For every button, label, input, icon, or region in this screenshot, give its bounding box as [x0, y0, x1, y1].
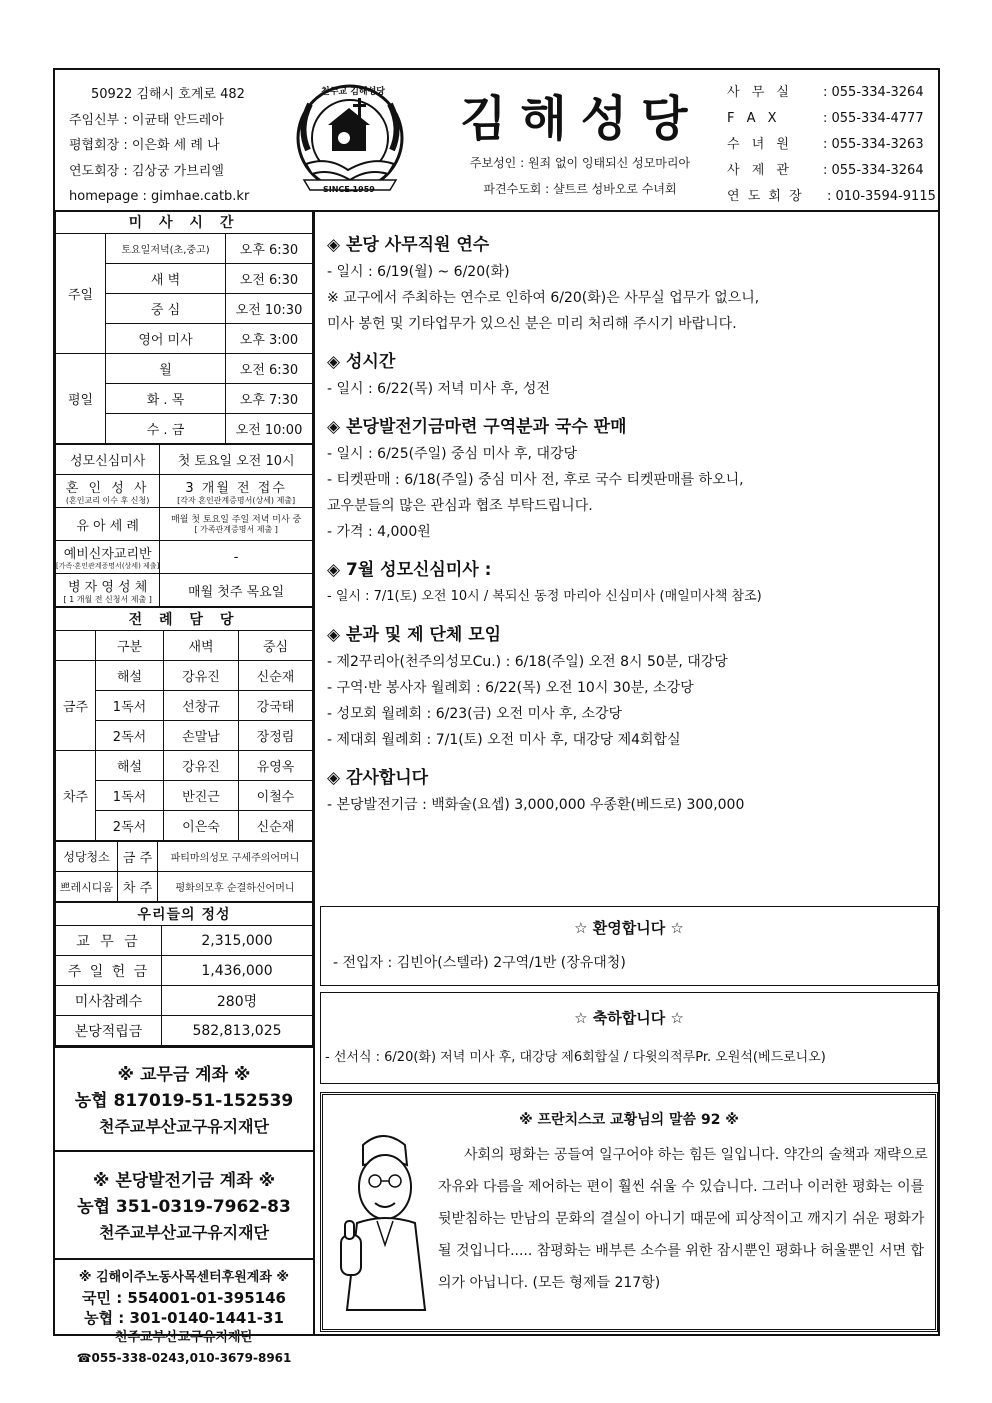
cleaning-week: 차 주 — [118, 872, 158, 902]
mass-name: 화 . 목 — [106, 384, 226, 414]
notice-line: 교우분들의 많은 관심과 협조 부탁드립니다. — [327, 498, 593, 514]
bulletin-frame — [53, 68, 940, 1365]
person: 강유진 — [164, 661, 239, 691]
person: 반진근 — [164, 781, 239, 811]
mass-schedule-table — [55, 210, 313, 444]
sacrament-note: [가족·혼인관계증명서(상세) 제출] — [56, 562, 160, 570]
sacrament-value — [160, 508, 313, 541]
pastor: 주임신부 : 이균태 안드레아 — [69, 112, 224, 128]
offering-value: 1,436,000 — [162, 956, 313, 986]
contact-label: 수 녀 원 — [727, 137, 793, 152]
parish-info — [69, 82, 249, 210]
offering-label: 본당적립금 — [56, 1016, 162, 1046]
mass-time: 오전 6:30 — [226, 354, 313, 384]
sacrament-value-text: 매월 첫 토요일 주일 저녁 미사 중 — [171, 514, 302, 525]
account-number: 농협 817019-51-152539 — [74, 1091, 294, 1111]
notice-line: - 성모회 월례회 : 6/23(금) 오전 미사 후, 소강당 — [327, 706, 623, 722]
address: 50922 김해시 호계로 482 — [91, 87, 245, 102]
account-number: 농협 351-0319-7962-83 — [77, 1197, 291, 1217]
account-owner: 천주교부산교구유지재단 — [98, 1117, 270, 1136]
weekday-label: 평일 — [56, 354, 106, 444]
sacrament-name-text: 예비신자교리반 — [63, 547, 152, 562]
sacrament-name-text: 혼 인 성 사 — [65, 481, 150, 496]
notice-line: - 일시 : 7/1(토) 오전 10시 / 복되신 동정 마리아 신심미사 (매일미사책 참조) — [327, 589, 762, 604]
person: 강국태 — [239, 691, 313, 721]
congrats-text: - 선서식 : 6/20(화) 저녁 미사 후, 대강당 제6회합실 / 다윗의적루Pr. 오원석(베드로니오) — [325, 1050, 826, 1065]
notice-line: ※ 교구에서 주최하는 연수로 인하여 6/20(화)은 사무실 업무가 없으니, — [327, 290, 760, 306]
cleaning-week: 금 주 — [118, 842, 158, 872]
pope-quote-box — [320, 1092, 938, 1332]
person: 이은숙 — [164, 811, 239, 841]
pope-quote-text: 사회의 평화는 공들여 일구어야 하는 힘든 일입니다. 약간의 술책과 재략으로 자유와 다름을 제어하는 편이 훨씬 쉬울 수 있습니다. 그러나 이러한 평화는 이를 뒷받침하는 만남의 문화의 결실이 아니기 때문에 피상적이고 깨지기 쉬운 평화가 될 것입니다..... 참평화는 배부른 소수를 위한 잠시뿐인 평화나 허울뿐인 서면 합의가 아닙니다. (모든 형제들 217항) — [438, 1147, 928, 1291]
liturgy-header: 구분 — [96, 631, 164, 661]
contact-value: : 055-334-3264 — [823, 163, 924, 178]
contact-label: F A X — [727, 111, 781, 126]
role: 1독서 — [96, 781, 164, 811]
notice-title: ◈ 7월 성모신심미사 : — [327, 560, 492, 580]
offering-table — [55, 902, 313, 1046]
sacrament-note: [ 1 개월 전 신청서 제출 ] — [63, 595, 152, 604]
header — [55, 70, 938, 212]
person: 강유진 — [164, 751, 239, 781]
account-owner: 천주교부산교구유지재단 — [98, 1223, 270, 1242]
offering-label: 주 일 헌 금 — [56, 956, 162, 986]
person: 신순재 — [239, 661, 313, 691]
sacrament-value-text: 3 개월 전 접수 — [185, 481, 287, 496]
contact-label: 사 제 관 — [727, 163, 793, 178]
mass-time: 오후 7:30 — [226, 384, 313, 414]
notice-title: ◈ 본당 사무직원 연수 — [327, 235, 490, 255]
person: 손말남 — [164, 721, 239, 751]
notice-line: - 제2꾸리아(천주의성모Cu.) : 6/18(주일) 오전 8시 50분, 대강당 — [327, 654, 728, 670]
contact-list — [727, 80, 936, 210]
person: 유영옥 — [239, 751, 313, 781]
offering-value: 582,813,025 — [162, 1016, 313, 1046]
notice-line: - 구역·반 봉사자 월례회 : 6/22(목) 오전 10시 30분, 소강당 — [327, 680, 694, 696]
mass-name: 수 . 금 — [106, 414, 226, 444]
religious-order: 파견수도회 : 샬트르 성바오로 수녀회 — [483, 182, 677, 196]
notice-section — [327, 347, 937, 402]
sacrament-value-note: [ 가족관계증명서 제출 ] — [194, 524, 278, 534]
sacrament-name: 유 아 세 례 — [56, 508, 160, 541]
sacrament-name — [56, 574, 160, 607]
contact-label: 연 도 회 장 — [727, 189, 804, 204]
notice-title: ◈ 감사합니다 — [327, 768, 429, 788]
contact-row — [727, 158, 936, 184]
mass-title: 미 사 시 간 — [56, 211, 313, 234]
this-week-label: 금주 — [56, 661, 96, 751]
mass-name: 월 — [106, 354, 226, 384]
person: 선창규 — [164, 691, 239, 721]
sacrament-value: - — [160, 541, 313, 574]
parish-title: 김해성당 — [460, 91, 702, 147]
notice-section — [327, 230, 937, 337]
cleaning-value: 파티마의성모 구세주의어머니 — [158, 842, 313, 872]
notice-line: - 일시 : 6/25(주일) 중심 미사 후, 대강당 — [327, 446, 578, 462]
contact-row — [727, 106, 936, 132]
contact-label: 사 무 실 — [727, 85, 793, 100]
notice-line: - 가격 : 4,000원 — [327, 524, 431, 540]
development-fund-account — [55, 1150, 313, 1258]
liturgy-header: 중심 — [239, 631, 313, 661]
role: 2독서 — [96, 811, 164, 841]
notice-title: ◈ 분과 및 제 단체 모임 — [327, 625, 502, 645]
council-president: 평협회장 : 이은화 세 례 나 — [69, 138, 220, 153]
mass-time: 오전 10:30 — [226, 294, 313, 324]
liturgy-header-blank — [56, 631, 96, 661]
homepage: homepage : gimhae.catb.kr — [69, 189, 250, 204]
role: 1독서 — [96, 691, 164, 721]
sacrament-note: (혼인교리 이수 후 신청) — [65, 496, 150, 505]
sacrament-value — [160, 475, 313, 508]
offering-value: 280명 — [162, 986, 313, 1016]
notice-section — [327, 555, 937, 610]
congrats-box — [320, 992, 938, 1084]
cleaning-value: 평화의모후 순결하신어머니 — [158, 872, 313, 902]
offering-title: 우리들의 정성 — [56, 903, 313, 926]
role: 해설 — [96, 661, 164, 691]
offering-label: 교 무 금 — [56, 926, 162, 956]
next-week-label: 차주 — [56, 751, 96, 841]
labor-center-account — [55, 1258, 313, 1368]
left-column — [55, 210, 315, 1365]
sacrament-value-note: [각자 혼인관계증명서(상세) 제출] — [177, 496, 296, 505]
notice-title: ◈ 성시간 — [327, 352, 396, 372]
account-line: 국민 : 554001-01-395146 — [82, 1289, 286, 1307]
notice-line: - 일시 : 6/22(목) 저녁 미사 후, 성전 — [327, 381, 550, 397]
cleaning-table — [55, 841, 313, 902]
contact-value: : 055-334-3263 — [823, 137, 924, 152]
account-line: 농협 : 301-0140-1441-31 — [84, 1309, 284, 1327]
mass-time: 오후 3:00 — [226, 324, 313, 354]
contact-value: : 010-3594-9115 — [827, 189, 936, 204]
sacrament-name-text: 병 자 영 성 체 — [67, 580, 148, 595]
lay-council-president: 연도회장 : 김상궁 가브리엘 — [69, 163, 224, 179]
logo-text: 천주교 김해성당 — [321, 87, 385, 97]
liturgy-header: 새벽 — [164, 631, 239, 661]
account-title: ※ 교무금 계좌 ※ — [117, 1065, 251, 1085]
notice-line: - 일시 : 6/19(월) ~ 6/20(화) — [327, 264, 510, 280]
pope-illustration — [333, 1125, 433, 1315]
mass-name: 영어 미사 — [106, 324, 226, 354]
sacrament-name — [56, 475, 160, 508]
sacrament-name: 성모신심미사 — [56, 445, 160, 475]
mass-name: 새 벽 — [106, 264, 226, 294]
mass-time: 오전 10:00 — [226, 414, 313, 444]
role: 2독서 — [96, 721, 164, 751]
person: 이철수 — [239, 781, 313, 811]
notice-line: 미사 봉헌 및 기타업무가 있으신 분은 미리 처리해 주시기 바랍니다. — [327, 316, 737, 332]
account-phone: ☎055-338-0243,010-3679-8961 — [76, 1351, 292, 1365]
cleaning-label: 성당청소 — [56, 842, 118, 872]
sacrament-value: 매월 첫주 목요일 — [160, 574, 313, 607]
patron-saint: 주보성인 : 원죄 없이 잉태되신 성모마리아 — [469, 156, 691, 170]
offering-value: 2,315,000 — [162, 926, 313, 956]
notice-line: - 제대회 월례회 : 7/1(토) 오전 미사 후, 대강당 제4회합실 — [327, 732, 681, 748]
congrats-title: ☆ 축하합니다 ☆ — [574, 1009, 684, 1027]
notice-title: ◈ 본당발전기금마련 구역분과 국수 판매 — [327, 417, 627, 437]
account-owner: 천주교부산교구유지재단 — [114, 1330, 254, 1345]
logo-since: SINCE 1959 — [323, 185, 375, 194]
welcome-box — [320, 906, 938, 986]
contact-row — [727, 184, 936, 210]
notice-section — [327, 412, 937, 545]
liturgy-table — [55, 607, 313, 841]
sunday-label: 주일 — [56, 234, 106, 354]
notice-line: - 본당발전기금 : 백화술(요셉) 3,000,000 우종환(베드로) 300,000 — [327, 797, 745, 813]
mass-time: 오후 6:30 — [226, 234, 313, 264]
contact-value: : 055-334-4777 — [823, 111, 924, 126]
cleaning-label: 쁘레시디움 — [56, 872, 118, 902]
notice-section — [327, 763, 937, 818]
role: 해설 — [96, 751, 164, 781]
notices — [317, 220, 937, 818]
contact-row — [727, 132, 936, 158]
welcome-title: ☆ 환영합니다 ☆ — [574, 919, 684, 937]
tithe-account — [55, 1046, 313, 1150]
patron-info — [450, 150, 710, 202]
person: 신순재 — [239, 811, 313, 841]
notice-section — [327, 620, 937, 753]
mass-name: 토요일저녁(초,중고) — [106, 234, 226, 264]
offering-label: 미사참례수 — [56, 986, 162, 1016]
mass-time: 오전 6:30 — [226, 264, 313, 294]
contact-value: : 055-334-3264 — [823, 85, 924, 100]
account-title: ※ 본당발전기금 계좌 ※ — [92, 1171, 276, 1191]
notice-line: - 티켓판매 : 6/18(주일) 중심 미사 전, 후로 국수 티켓판매를 하오니, — [327, 472, 744, 488]
sacrament-value: 첫 토요일 오전 10시 — [160, 445, 313, 475]
contact-row — [727, 80, 936, 106]
account-title: ※ 김해이주노동사목센터후원계좌 ※ — [78, 1270, 290, 1285]
person: 장정림 — [239, 721, 313, 751]
sacrament-name — [56, 541, 160, 574]
welcome-text: - 전입자 : 김빈아(스텔라) 2구역/1반 (장유대청) — [333, 955, 626, 971]
pope-title: ※ 프란치스코 교황님의 말씀 92 ※ — [519, 1112, 739, 1128]
sacrament-table — [55, 444, 313, 607]
liturgy-title: 전 례 담 당 — [56, 608, 313, 631]
mass-name: 중 심 — [106, 294, 226, 324]
